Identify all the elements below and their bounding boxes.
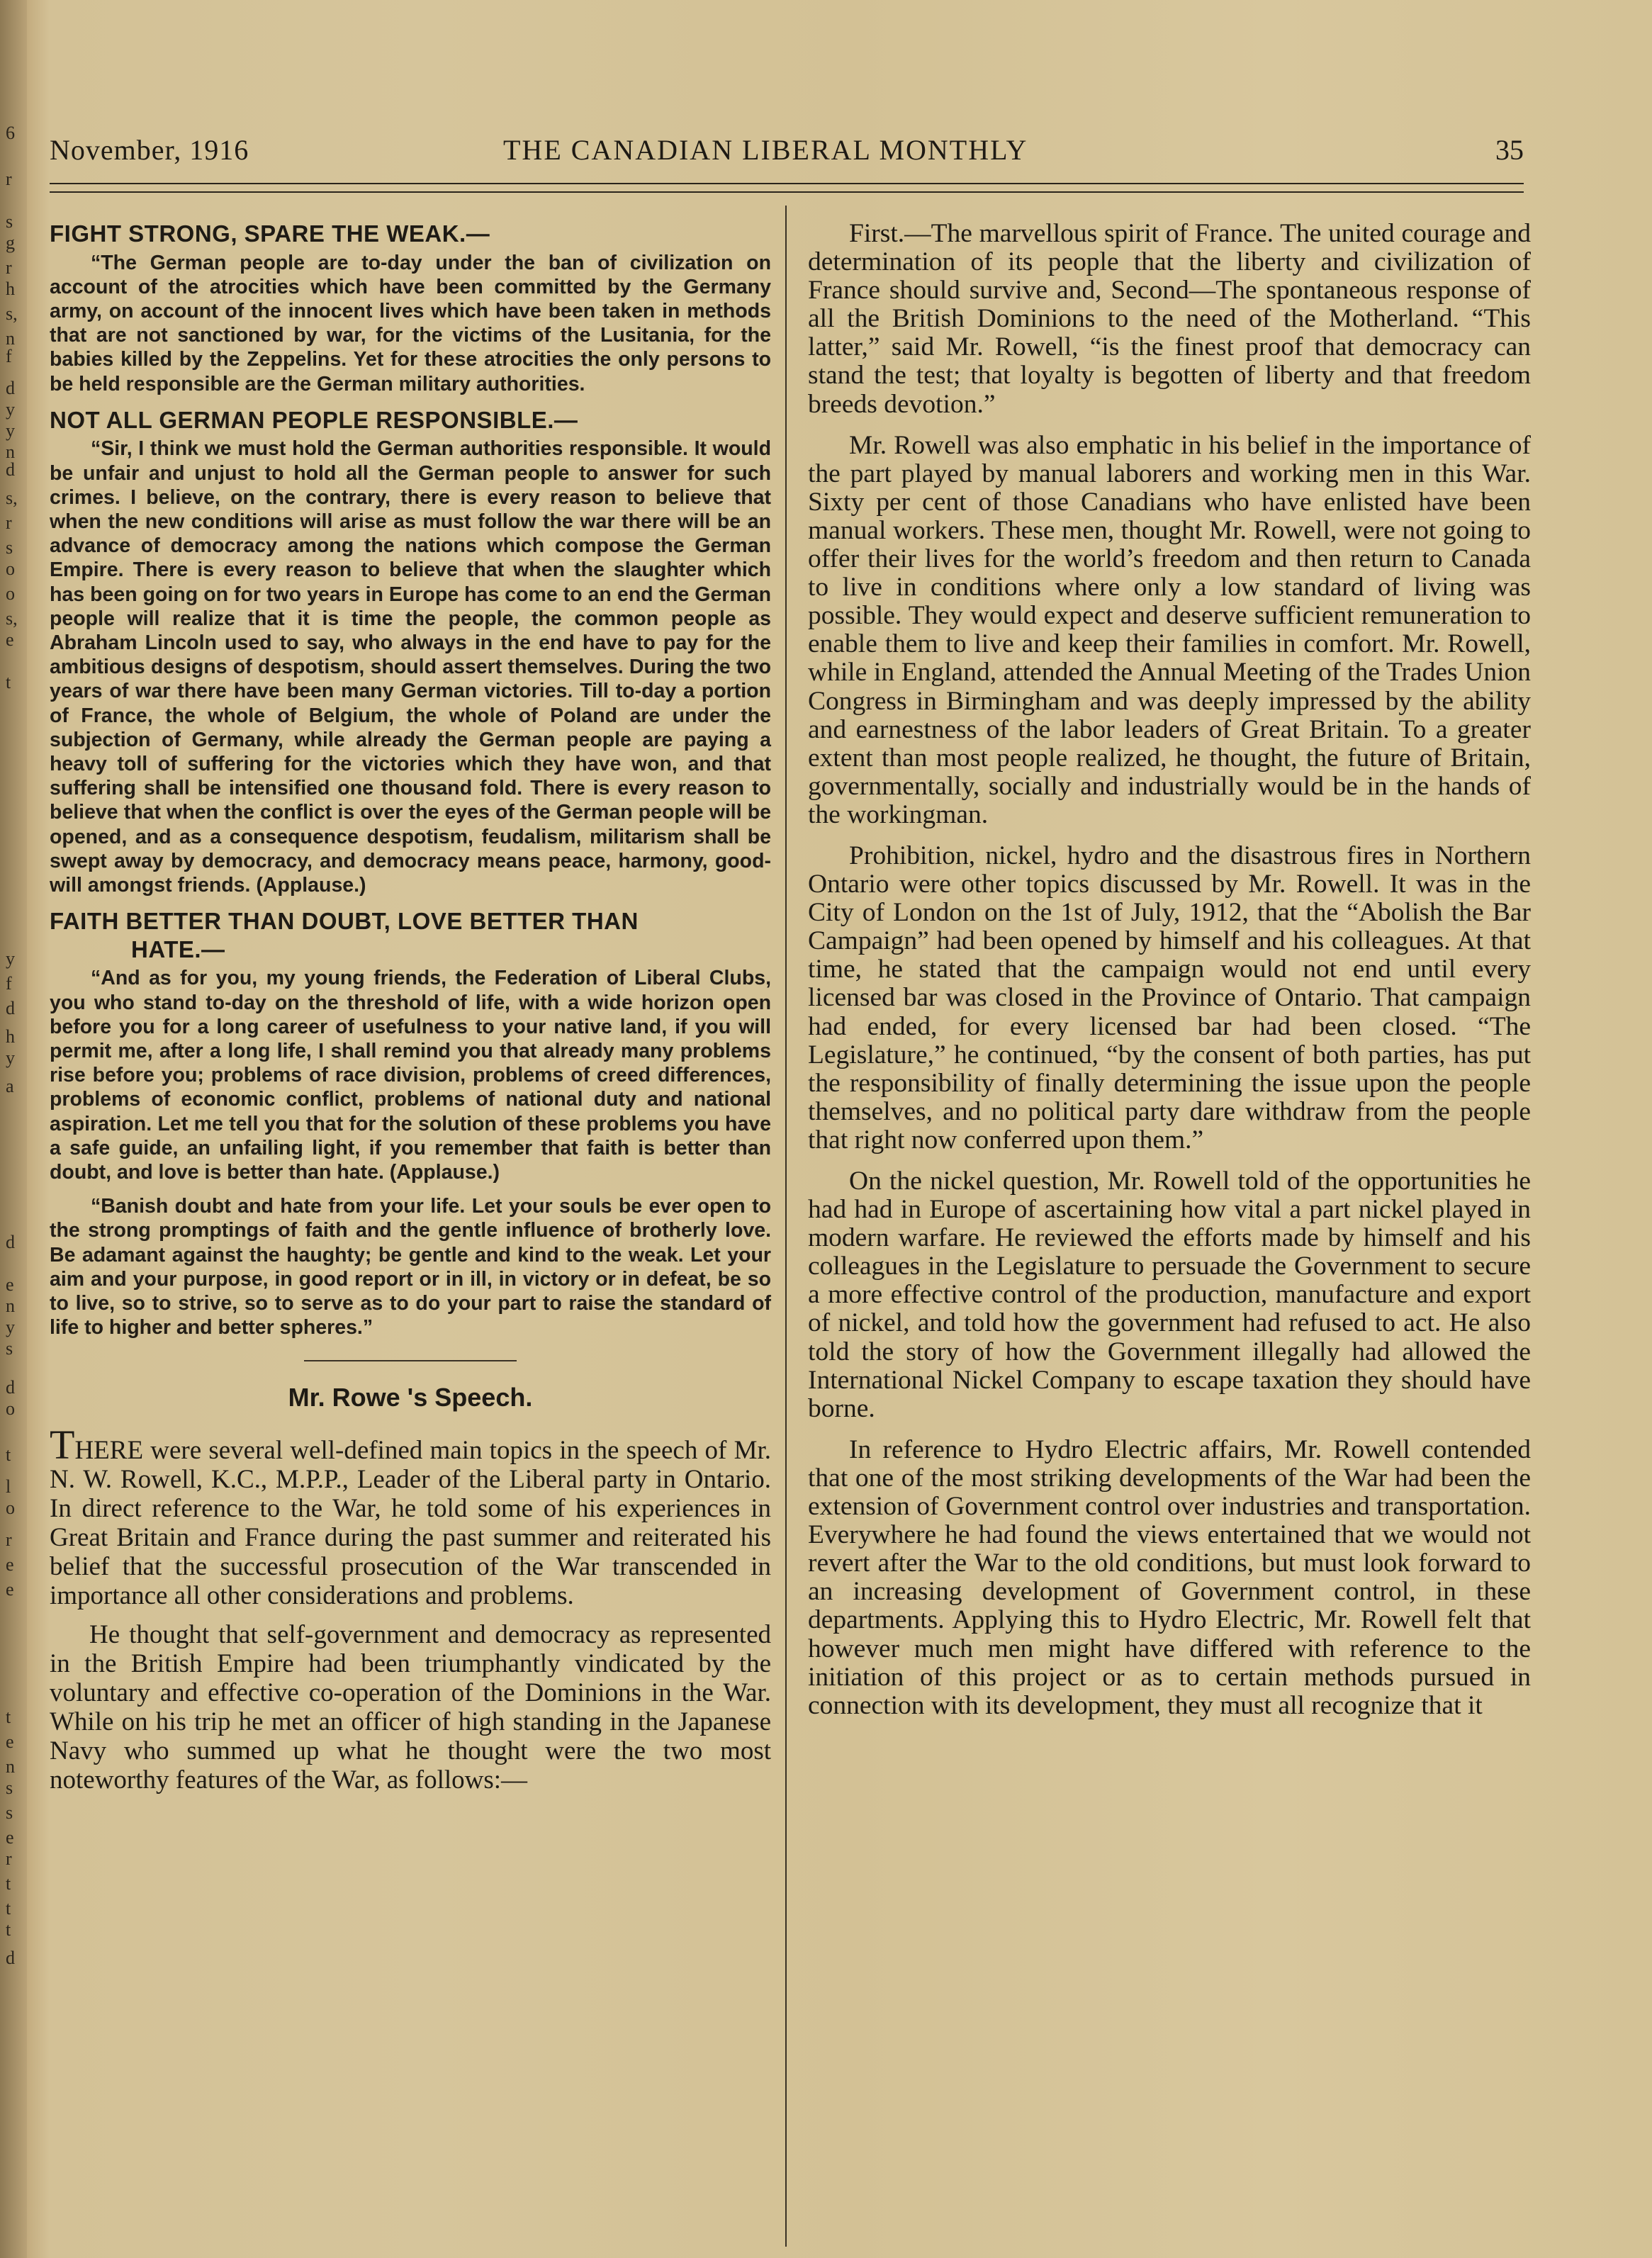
edge-fragment: y	[6, 1047, 15, 1068]
edge-fragment: e	[6, 1274, 14, 1295]
edge-fragment: r	[6, 1848, 12, 1869]
paragraph: In reference to Hydro Electric affairs, Mr. Rowell contended that one of the most striking developments of the War had been the extension of Government control over industries and transportation. Everywhere he had found the views entertained that we would not revert after the War to the old conditions, but must look forward to an increasing development of Government control, in these departments. Applying this to Hydro Electric, Mr. Rowell felt that however much men might have differed with reference to the initiation of this project or as to certain methods pursued in connection with its development, they must all recognize that it	[808, 1434, 1531, 1720]
edge-fragment: t	[6, 1707, 11, 1727]
edge-fragment: s	[6, 537, 13, 558]
edge-fragment: d	[6, 459, 15, 480]
edge-fragment: o	[6, 1398, 15, 1419]
paragraph: First.—The marvellous spirit of France. The united courage and determination of its people that the liberty and civilization of France should survive and, Second—The spontaneous response of all the British Dominions to the need of the Motherland. “This latter,” said Mr. Rowell, “is the finest proof that democracy can stand the test; that loyalty is begotten of liberty and that freedom breeds devotion.”	[808, 219, 1531, 419]
edge-fragment: o	[6, 583, 15, 604]
edge-fragment: t	[6, 1898, 11, 1919]
edge-fragment: t	[6, 1873, 11, 1894]
edge-fragment: g	[6, 232, 15, 253]
speech-paragraph: He thought that self-government and democracy as represented in the British Empire had been triumphantly vindicated by the voluntary and effective co-operation of the Dominions in the War. While on his trip he met an officer of high standing in the Japanese Navy who summed up what he thought were the two most noteworthy features of the War, as follows:—	[50, 1619, 771, 1794]
edge-fragment: d	[6, 998, 15, 1018]
edge-fragment: e	[6, 1827, 14, 1848]
header-rule-top	[50, 183, 1524, 184]
edge-fragment: 6	[6, 123, 15, 143]
edge-fragment: r	[6, 1529, 12, 1550]
column-divider	[785, 206, 787, 2247]
edge-fragment: s	[6, 1777, 13, 1798]
edge-fragment: a	[6, 1076, 14, 1096]
edge-fragment: d	[6, 1948, 15, 1968]
edge-fragment: e	[6, 1579, 14, 1600]
speech-paragraph-first	[50, 1421, 771, 1610]
edge-fragment: y	[6, 1317, 15, 1337]
edge-fragment: d	[6, 1232, 15, 1252]
heading-line: FAITH BETTER THAN DOUBT, LOVE BETTER THAN	[50, 908, 639, 935]
edge-fragment: f	[6, 973, 12, 994]
section-separator	[304, 1360, 517, 1361]
edge-fragment: s,	[6, 608, 18, 629]
edge-fragment: y	[6, 948, 15, 969]
edge-fragment: d	[6, 1377, 15, 1398]
speech-title: Mr. Rowe 's Speech.	[288, 1382, 533, 1412]
edge-fragment: o	[6, 1498, 15, 1518]
edge-fragment: n	[6, 1756, 15, 1777]
paragraph: Prohibition, nickel, hydro and the disastrous fires in Northern Ontario were other topics discussed by Mr. Rowell. It was in the City of London on the 1st of July, 1912, that the “Abolish the Bar Campaign” had been opened by himself and his colleagues. At that time, he stated that the campaign would not end until every licensed bar was closed in the Province of Ontario. That campaign had ended, for every licensed bar had been closed. “The Legislature,” he continued, “by the consent of both parties, has put the responsibility of finally determining the issue upon the people themselves, and no political party dare withdraw from the people that right now conferred upon them.”	[808, 841, 1531, 1155]
edge-fragment: d	[6, 378, 15, 398]
edge-fragment: n	[6, 442, 15, 462]
edge-fragment: h	[6, 279, 15, 299]
paragraph: “The German people are to-day under the ban of civilization on account of the atrocities which have been committed by the Germany army, on account of the innocent lives which have been taken in methods that are not sanctioned by war, for the victims of the Lusitania, for the babies killed by the Zeppelins. Yet for these atrocities the only persons to be held responsible are the German military authorities.	[50, 251, 771, 395]
section-heading-not-all-german: NOT ALL GERMAN PEOPLE RESPONSIBLE.—	[50, 406, 578, 433]
page-number: 35	[1495, 134, 1524, 166]
edge-fragment: t	[6, 1919, 11, 1940]
paragraph: Mr. Rowell was also emphatic in his belief in the importance of the part played by manual laborers and working men in this War. Sixty per cent of those Canadians who have enlisted have been manual workers. These men, thought Mr. Rowell, were not going to offer their lives for the world’s freedom and then return to Canada to live in conditions where only a low standard of living was possible. They would expect and deserve sufficient remuneration to enable them to live and keep their families in comfort. Mr. Rowell, while in England, attended the Annual Meeting of the Trades Union Congress in Birmingham and was deeply impressed by the ability and earnestness of the labor leaders of Great Britain. To a greater extent than most people realized, he thought, the future of Britain, governmentally, socially and industrially would be in the hands of the workingman.	[808, 430, 1531, 829]
edge-fragment: s,	[6, 488, 18, 508]
edge-fragment: n	[6, 1296, 15, 1316]
paragraph-text: HERE were several well-defined main topics in the speech of Mr. N. W. Rowell, K.C., M.P.P., Leader of the Liberal party in Ontario. In direct reference to the War, he told some of his experiences in Great Britain and France during the past summer and reiterated his belief that the successful prosecution of the War transcended in importance all other considerations and problems.	[50, 1435, 771, 1610]
edge-fragment: s	[6, 1802, 13, 1823]
edge-fragment: e	[6, 629, 14, 650]
drop-cap: T	[50, 1421, 75, 1468]
paragraph: “Sir, I think we must hold the German authorities responsible. It would be unfair and unjust to hold all the German people to answer for such crimes. I believe, on the contrary, there is every reason to believe that when the new conditions will arise as must follow the war there will be an advance of democracy among the nations which compose the German Empire. There is every reason to believe that when the slaughter which has been going on for two years in Europe has come to an end the German people will realize that it is time the people, the common people as Abraham Lincoln used to say, who always in the end have to pay for the ambitious designs of despotism, should assert themselves. During the two years of war there have been many German victories. Till to-day a portion of France, the whole of Belgium, the whole of Poland are under the subjection of Germany, while already the German people are paying a heavy toll of suffering for the victories which they have won, and that suffering shall be intensified one thousand fold. There is every reason to believe that when the conflict is over the eyes of the German people will be opened, and as a consequence despotism, feudalism, militarism shall be swept away by democracy, and democracy means peace, harmony, good-will amongst friends. (Applause.)	[50, 437, 771, 897]
edge-fragment: y	[6, 420, 15, 441]
edge-fragment: s,	[6, 303, 18, 324]
edge-fragment: s	[6, 1338, 13, 1359]
paragraph: On the nickel question, Mr. Rowell told of the opportunities he had had in Europe of ascertaining how vital a part nickel played in modern warfare. He reviewed the efforts made by himself and his colleagues in the Legislature to persuade the Government to secure a more effective control of the production, manufacture and export of nickel, and told how the government had refused to act. He also told the story of how the Government illegally had allowed the International Nickel Company to escape taxation they should have borne.	[808, 1167, 1531, 1423]
right-column	[808, 220, 1531, 1733]
edge-fragment: r	[6, 257, 12, 278]
edge-fragment: r	[6, 512, 12, 533]
header-rule-bottom	[50, 191, 1524, 193]
edge-fragment: t	[6, 672, 11, 692]
section-heading-fight-strong: FIGHT STRONG, SPARE THE WEAK.—	[50, 220, 490, 247]
edge-fragment: f	[6, 346, 12, 366]
edge-fragment: t	[6, 1444, 11, 1465]
edge-fragment: y	[6, 399, 15, 420]
edge-fragment: n	[6, 328, 15, 349]
left-column	[50, 220, 771, 1804]
edge-fragment: e	[6, 1731, 14, 1752]
paragraph: “Banish doubt and hate from your life. Let your souls be ever open to the strong promptings of faith and the gentle influence of brotherly love. Be adamant against the haughty; be gentle and kind to the weak. Let your aim and your purpose, in good report or in ill, in victory or in defeat, be so to live, so to strive, so to serve as to do your part to raise the standard of life to higher and better spheres.”	[50, 1195, 771, 1339]
edge-fragment: s	[6, 211, 13, 232]
paragraph: “And as for you, my young friends, the Federation of Liberal Clubs, you who stand to-day on the threshold of life, with a wide horizon open before you for a long career of usefulness to your native land, if you will permit me, after a long life, I shall remind you that already many problems rise before you; problems of race division, problems of creed differences, problems of economic conflict, problems of national duty and national aspiration. Let me tell you that for the solution of these problems you have a safe guide, an unfailing light, if you remember that faith is better than doubt, and love is better than hate. (Applause.)	[50, 967, 771, 1184]
edge-fragment: h	[6, 1026, 15, 1047]
section-heading-faith-better	[50, 907, 771, 963]
edge-fragment: l	[6, 1476, 11, 1497]
header-title: THE CANADIAN LIBERAL MONTHLY	[503, 134, 1028, 166]
edge-fragment: e	[6, 1554, 14, 1575]
header-date: November, 1916	[50, 134, 249, 166]
heading-line: HATE.—	[131, 936, 225, 962]
edge-fragment: r	[6, 169, 12, 189]
edge-fragment: o	[6, 558, 15, 579]
running-header	[50, 128, 1524, 170]
